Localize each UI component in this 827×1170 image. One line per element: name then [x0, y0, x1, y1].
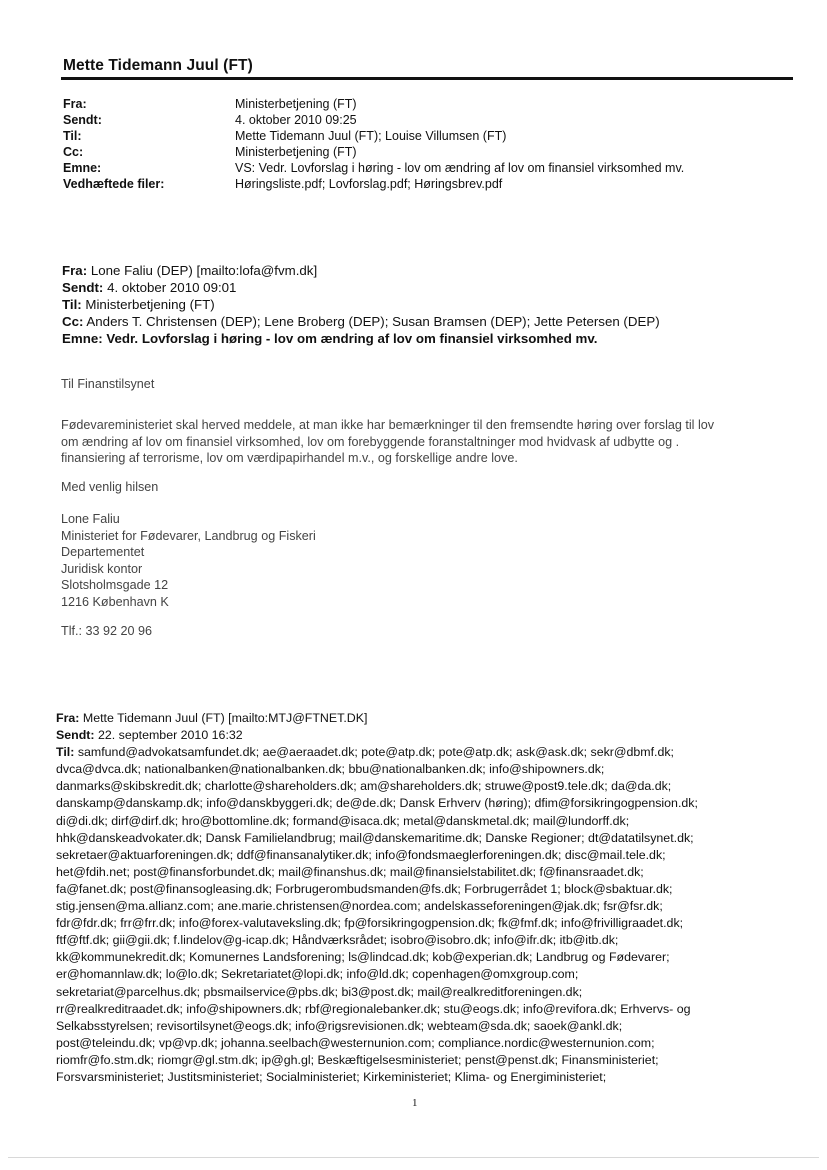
meta-value: Ministerbetjening (FT)	[235, 145, 357, 159]
signature-line: Departementet	[61, 545, 145, 559]
recipient-line: post@teleindu.dk; vp@vp.dk; johanna.seelbach@westernunion.com; compliance.nordic@westernunion.com;	[56, 1035, 655, 1050]
meta-value: VS: Vedr. Lovforslag i høring - lov om ændring af lov om finansiel virksomhed mv.	[235, 161, 685, 175]
meta-row-sent	[63, 112, 684, 128]
paragraph-line: om ændring af lov om finansiel virksomhed, lov om forebyggende foranstaltninger mod hvidvask af udbytte og .	[61, 434, 680, 449]
orig-value: 22. september 2010 16:32	[98, 728, 243, 743]
email-header-block	[63, 96, 684, 192]
meta-value: 4. oktober 2010 09:25	[235, 113, 357, 127]
meta-row-cc	[63, 144, 684, 160]
orig-label: Fra:	[56, 711, 80, 725]
meta-row-to	[63, 128, 684, 144]
signature-line: 1216 København K	[61, 594, 169, 609]
fwd-value: 4. oktober 2010 09:01	[107, 280, 237, 295]
meta-label: Fra:	[63, 97, 87, 111]
meta-row-from	[63, 96, 684, 112]
fwd-value: Ministerbetjening (FT)	[85, 297, 215, 312]
page-number: 1	[412, 1097, 418, 1109]
fwd-subject	[62, 330, 660, 347]
meta-label: Vedhæftede filer:	[63, 177, 165, 191]
signature-block	[61, 511, 316, 610]
recipient-line: sekretaer@aktuarforeningen.dk; ddf@finansanalytiker.dk; info@fondsmaeglerforeningen.dk; disc@mail.tele.dk;	[56, 847, 666, 862]
meta-label: Til:	[63, 129, 82, 143]
fwd-value: Anders T. Christensen (DEP); Lene Broberg (DEP); Susan Bramsen (DEP); Jette Petersen (DEP)	[86, 314, 660, 329]
recipient-line: Selkabsstyrelsen; revisortilsynet@eogs.dk; info@rigsrevisionen.dk; webteam@sda.dk; saoek@ankl.dk;	[56, 1018, 623, 1033]
fwd-value: Lone Faliu (DEP) [mailto:lofa@fvm.dk]	[90, 263, 318, 278]
fwd-label: Cc:	[62, 314, 84, 329]
meta-row-subject	[63, 160, 684, 176]
signature-line: Lone Faliu	[61, 512, 120, 526]
recipients: samfund@advokatsamfundet.dk; ae@aeraadet.dk; pote@atp.dk; pote@atp.dk; ask@ask.dk; sekr@dbmf.dk;	[77, 745, 674, 760]
fwd-label: Fra:	[62, 263, 88, 278]
recipient-line: di@di.dk; dirf@dirf.dk; hro@bottomline.dk; formand@isaca.dk; metal@danskmetal.dk; mail@lundorff.dk;	[56, 813, 630, 828]
recipient-line: het@fdih.net; post@finansforbundet.dk; mail@finanshus.dk; mail@finansielstabilitet.dk; f@finansraadet.dk;	[56, 864, 644, 879]
fwd-label: Sendt:	[62, 280, 104, 295]
signature-line: Ministeriet for Fødevarer, Landbrug og Fiskeri	[61, 528, 316, 543]
orig-from	[56, 710, 698, 727]
recipient-line: Forsvarsministeriet; Justitsministeriet; Socialministeriet; Kirkeministeriet; Klima- og Energiministeriet;	[56, 1069, 607, 1084]
meta-label: Sendt:	[63, 113, 102, 127]
recipient-line: riomfr@fo.stm.dk; riomgr@gl.stm.dk; ip@gh.gl; Beskæftigelsesministeriet; penst@penst.dk; Finansministeriet;	[56, 1052, 659, 1067]
fwd-to	[62, 296, 660, 313]
fwd-sent	[62, 279, 660, 296]
phone-number: Tlf.: 33 92 20 96	[61, 624, 153, 638]
paragraph-line: Fødevareministeriet skal herved meddele, at man ikke har bemærkninger til den fremsendte høring over forslag til lov	[61, 418, 715, 432]
forwarded-header	[62, 262, 660, 347]
signature-line: Slotsholmsgade 12	[61, 578, 169, 592]
signature-line: Juridisk kontor	[61, 561, 143, 576]
greeting: Til Finanstilsynet	[61, 377, 155, 391]
orig-label: Til:	[56, 745, 75, 760]
recipient-line: danmarks@skibskredit.dk; charlotte@shareholders.dk; am@shareholders.dk; struwe@post9.tele.dk; da@da.dk;	[56, 779, 672, 794]
closing: Med venlig hilsen	[61, 480, 159, 494]
recipient-line: fa@fanet.dk; post@finansogleasing.dk; Forbrugerombudsmanden@fs.dk; Forbrugerrådet 1; block@sbaktuar.dk;	[56, 881, 673, 896]
meta-value: Mette Tidemann Juul (FT); Louise Villumsen (FT)	[235, 129, 507, 143]
orig-label: Sendt:	[56, 728, 95, 743]
recipient-line: stig.jensen@ma.allianz.com; ane.marie.christensen@nordea.com; andelskasseforeningen@jak.dk; fsr@fsr.dk;	[56, 899, 663, 914]
fwd-label: Emne:	[62, 331, 103, 346]
fwd-subject-value: Vedr. Lovforslag i høring - lov om ændring af lov om finansiel virksomhed mv.	[106, 331, 598, 346]
meta-value: Ministerbetjening (FT)	[235, 97, 357, 111]
recipient-line: ftf@ftf.dk; gii@gii.dk; f.lindelov@g-icap.dk; Håndværksrådet; isobro@isobro.dk; info@ifr.dk; itb@itb.dk;	[56, 933, 619, 948]
recipient-line: rr@realkreditraadet.dk; info@shipowners.dk; rbf@regionalebanker.dk; stu@eogs.dk; info@revifora.dk; Erhvervs- og	[56, 1001, 691, 1016]
page-bottom-edge	[8, 1157, 819, 1158]
orig-value: Mette Tidemann Juul (FT) [mailto:MTJ@FTNET.DK]	[82, 711, 368, 725]
original-message-header	[56, 710, 698, 1086]
fwd-cc	[62, 313, 660, 330]
meta-label: Emne:	[63, 161, 102, 175]
meta-label: Cc:	[63, 145, 84, 159]
meta-row-attachments	[63, 176, 684, 192]
attachments-list: Høringsliste.pdf; Lovforslag.pdf; Høringsbrev.pdf	[235, 177, 503, 191]
fwd-from	[62, 262, 660, 279]
orig-sent	[56, 727, 698, 744]
recipient-line: sekretariat@parcelhus.dk; pbsmailservice@pbs.dk; bi3@post.dk; mail@realkreditforeningen.dk;	[56, 984, 583, 999]
fwd-label: Til:	[62, 297, 82, 312]
recipient-line: hhk@danskeadvokater.dk; Dansk Familielandbrug; mail@danskemaritime.dk; Danske Regioner; dt@datatilsynet.dk;	[56, 830, 694, 845]
paragraph-line: finansiering af terrorisme, lov om værdipapirhandel m.v., og forskellige andre love.	[61, 451, 518, 465]
message-paragraph	[61, 417, 796, 467]
document-title: Mette Tidemann Juul (FT)	[63, 57, 253, 74]
recipient-line: dvca@dvca.dk; nationalbanken@nationalbanken.dk; bbu@nationalbanken.dk; info@shipowners.dk;	[56, 762, 605, 777]
recipient-line: er@homannlaw.dk; lo@lo.dk; Sekretariatet@lopi.dk; info@ld.dk; copenhagen@omxgroup.com;	[56, 967, 579, 982]
recipient-line: fdr@fdr.dk; frr@frr.dk; info@forex-valutaveksling.dk; fp@forsikringogpension.dk; fk@fmf.dk; info@frivilligraadet.dk;	[56, 916, 684, 931]
title-divider	[61, 77, 793, 80]
recipient-line: kk@kommunekredit.dk; Komunernes Landsforening; ls@lindcad.dk; kob@experian.dk; Landbrug og Fødevarer;	[56, 950, 670, 965]
recipient-line: danskamp@danskamp.dk; info@danskbyggeri.dk; de@de.dk; Dansk Erhverv (høring); dfim@forsikringogpension.dk;	[56, 796, 698, 811]
message-body	[61, 376, 796, 638]
recipient-line	[56, 744, 698, 761]
